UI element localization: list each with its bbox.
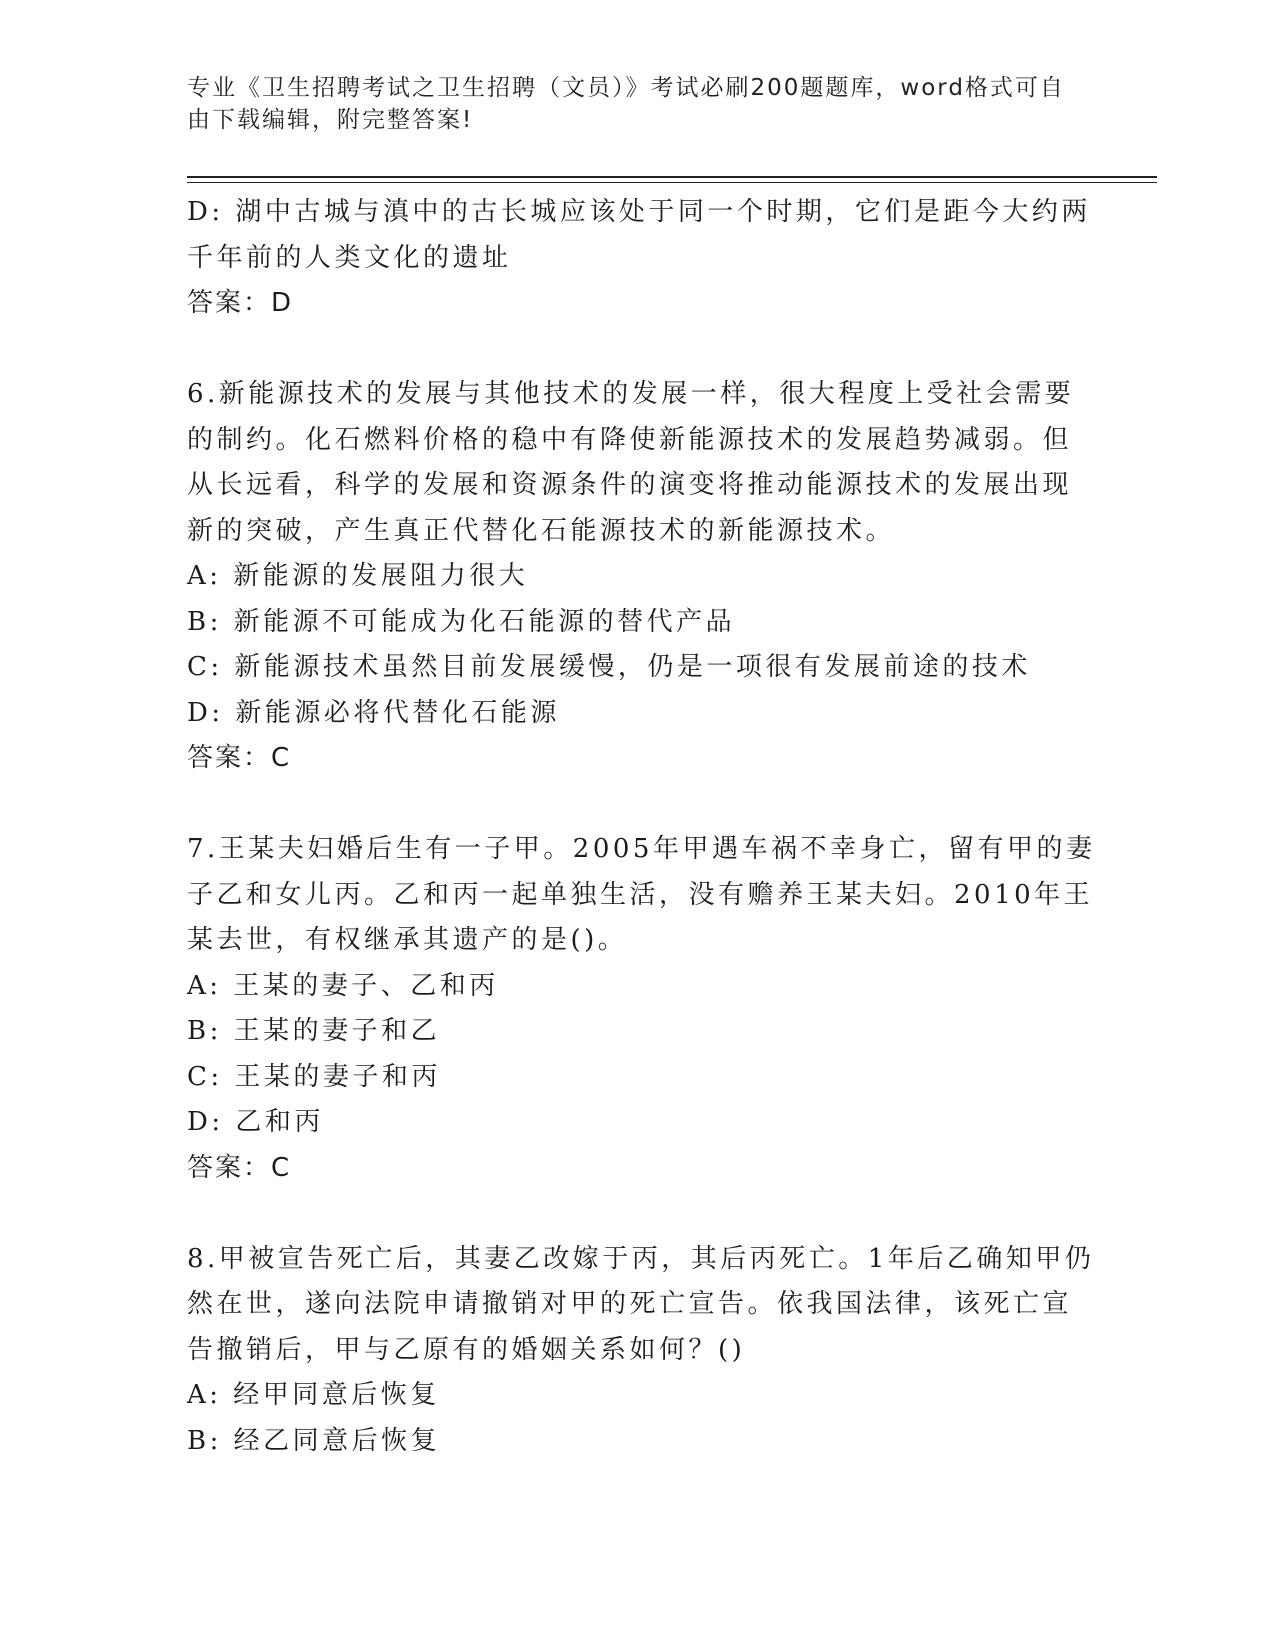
q6-answer: 答案：C — [187, 743, 292, 773]
q7-option-b: B: 王某的妻子和乙 — [187, 1016, 441, 1046]
q6-option-a: A: 新能源的发展阻力很大 — [187, 561, 529, 591]
header-line-1: 专业《卫生招聘考试之卫生招聘（文员）》考试必刷200题题库，word格式可自 — [187, 75, 1065, 101]
q7-answer: 答案：C — [187, 1152, 292, 1183]
spacer — [187, 327, 1087, 373]
q6-stem-line-1: 6.新能源技术的发展与其他技术的发展一样，很大程度上受社会需要 — [187, 379, 1075, 409]
q7-option-c: C: 王某的妻子和丙 — [187, 1061, 441, 1092]
q6-option-b: B: 新能源不可能成为化石能源的替代产品 — [187, 606, 736, 637]
q8-stem-line-3: 告撤销后，甲与乙原有的婚姻关系如何？() — [187, 1334, 746, 1365]
q7-option-d: D: 乙和丙 — [187, 1107, 324, 1137]
header-rule-thick — [187, 176, 1157, 178]
q8-stem-line-1: 8.甲被宣告死亡后，其妻乙改嫁于丙，其后丙死亡。1年后乙确知甲仍 — [187, 1243, 1095, 1274]
q8-option-a: A: 经甲同意后恢复 — [187, 1380, 440, 1410]
q6-option-c: C: 新能源技术虽然目前发展缓慢，仍是一项很有发展前途的技术 — [187, 652, 1031, 682]
question-6 — [187, 372, 1087, 782]
q6-stem-line-4: 新的突破，产生真正代替化石能源技术的新能源技术。 — [187, 515, 896, 546]
q6-option-d: D: 新能源必将代替化石能源 — [187, 697, 560, 728]
q7-stem-line-2: 子乙和女儿丙。乙和丙一起单独生活，没有赡养王某夫妇。2010年王 — [187, 879, 1094, 910]
document-header — [187, 72, 1087, 136]
q6-stem-line-2: 的制约。化石燃料价格的稳中有降使新能源技术的发展趋势减弱。但 — [187, 424, 1073, 455]
q7-stem-line-1: 7.王某夫妇婚后生有一子甲。2005年甲遇车祸不幸身亡，留有甲的妻 — [187, 834, 1096, 864]
q5-answer: 答案：D — [187, 288, 294, 318]
question-5-tail — [187, 190, 1091, 327]
spacer — [187, 782, 1087, 828]
q6-stem-line-3: 从长远看，科学的发展和资源条件的演变将推动能源技术的发展出现 — [187, 470, 1073, 500]
header-rule-thin — [187, 182, 1157, 183]
header-line-2: 由下载编辑，附完整答案! — [187, 107, 474, 133]
spacer — [187, 1191, 1087, 1237]
q8-stem-line-2: 然在世，遂向法院申请撤销对甲的死亡宣告。依我国法律，该死亡宣 — [187, 1289, 1073, 1319]
document-body — [187, 190, 1096, 1464]
q8-option-b: B: 经乙同意后恢复 — [187, 1425, 441, 1456]
q5-option-d-line-2: 千年前的人类文化的遗址 — [187, 242, 512, 273]
question-8 — [187, 1237, 1095, 1465]
q7-stem-line-3: 某去世，有权继承其遗产的是()。 — [187, 925, 628, 955]
question-7 — [187, 827, 1096, 1191]
q7-option-a: A: 王某的妻子、乙和丙 — [187, 970, 499, 1001]
q5-option-d-line-1: D: 湖中古城与滇中的古长城应该处于同一个时期，它们是距今大约两 — [187, 197, 1091, 227]
